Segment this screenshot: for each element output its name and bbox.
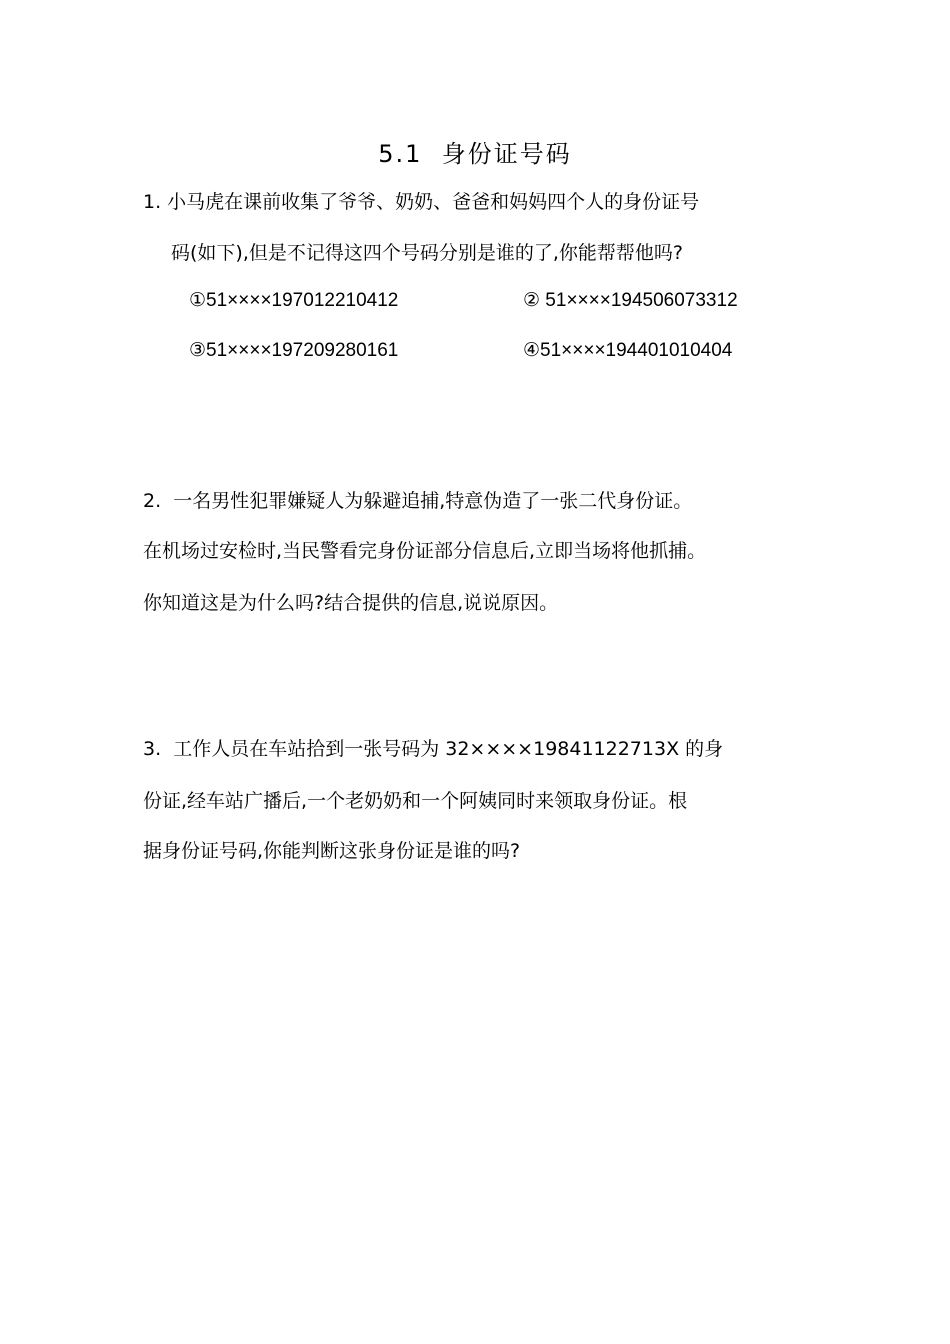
question-2-line-1: 2. 一名男性犯罪嫌疑人为躲避追捕,特意伪造了一张二代身份证。	[143, 490, 693, 512]
id-number-3: ③51××××197209280161	[189, 340, 399, 361]
question-3-line-1: 3. 工作人员在车站拾到一张号码为 32××××19841122713X 的身	[143, 738, 724, 760]
question-1-line-2: 码(如下),但是不记得这四个号码分别是谁的了,你能帮帮他吗?	[171, 242, 683, 264]
question-3-line-3: 据身份证号码,你能判断这张身份证是谁的吗?	[143, 840, 521, 862]
page-title: 5.1 身份证号码	[378, 140, 572, 168]
id-number-4: ④51××××194401010404	[523, 340, 733, 361]
question-1-line-1: 1. 小马虎在课前收集了爷爷、奶奶、爸爸和妈妈四个人的身份证号	[143, 191, 700, 213]
question-2-line-3: 你知道这是为什么吗?结合提供的信息,说说原因。	[143, 592, 559, 614]
question-3-line-2: 份证,经车站广播后,一个老奶奶和一个阿姨同时来领取身份证。根	[143, 790, 688, 812]
id-number-2: ② 51××××194506073312	[523, 290, 738, 311]
question-2-line-2: 在机场过安检时,当民警看完身份证部分信息后,立即当场将他抓捕。	[143, 540, 707, 562]
id-number-1: ①51××××197012210412	[189, 290, 399, 311]
